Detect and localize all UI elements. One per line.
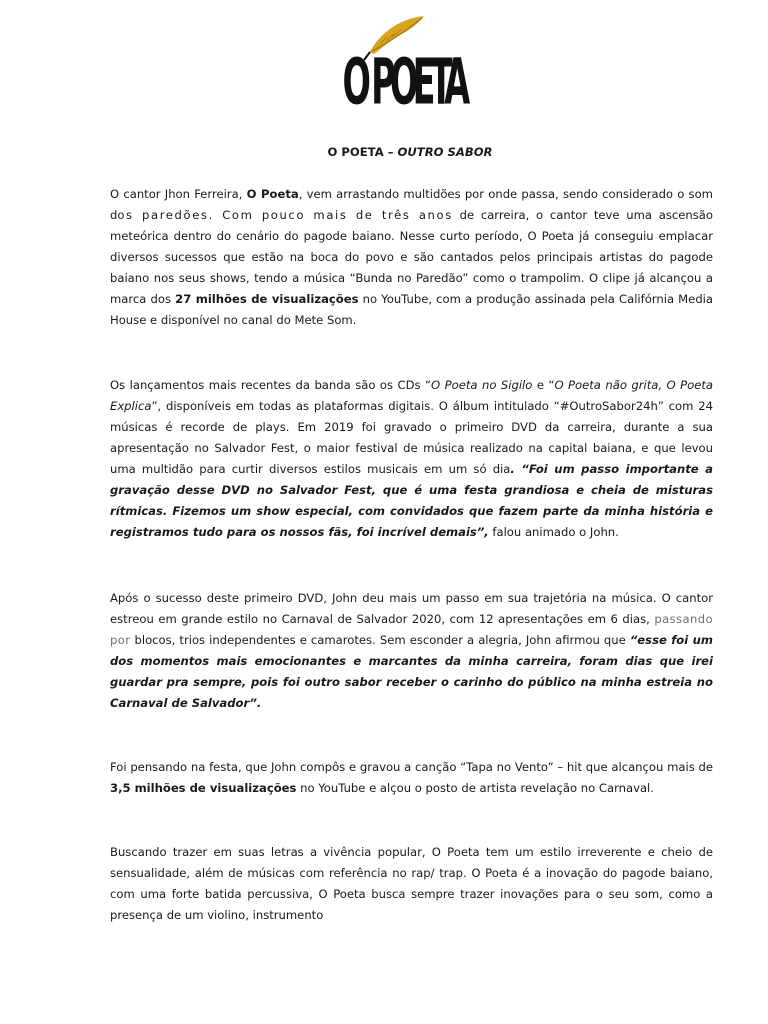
paragraph-intro: O cantor Jhon Ferreira, O Poeta, vem arrastando multidões por onde passa, sendo considerado o som dos paredões. Com pouco mais de três anos de carreira, o cantor teve uma ascensão meteórica dentro do cenário do pagode baiano. Nesse curto período, O Poeta já conseguiu emplacar diversos sucessos que estão na boca do povo e são cantados pelos principais artistas do pagode baiano nos seus shows, tendo a música “Bunda no Paredão” como o trampolim. O clipe já alcançou a marca dos 27 milhões de visualizações no YouTube, com a produção assinada pela Califórnia Media House e disponível no canal do Mete Som. [110,187,713,327]
svg-text:O POETA: O POETA [342,46,471,110]
paragraph-releases: Os lançamentos mais recentes da banda são os CDs “O Poeta no Sigilo e “O Poeta não grita, O Poeta Explica”, disponíveis em todas as plataformas digitais. O álbum intitulado “#OutroSabor24h” com 24 músicas é recorde de plays. Em 2019 foi gravado o primeiro DVD da carreira, durante a sua apresentação no Salvador Fest, o maior festival de música realizado na capital baiana, e que levou uma multidão para curtir diversos estilos musicais em um só dia. “Foi um passo importante a gravação desse DVD no Salvador Fest, que é uma festa grandiosa e cheia de misturas rítmicas. Fizemos um show especial, com convidados que fazem parte da minha história e registramos tudo para os nossos fãs, foi incrível demais”, falou animado o John. [110,378,714,539]
paragraph-style: Buscando trazer em suas letras a vivência popular, O Poeta tem um estilo irreverente e cheio de sensualidade, além de músicas com referência no rap/ trap. O Poeta é a inovação do pagode baiano, com uma forte batida percussiva, O Poeta busca sempre trazer inovações para o seu som, como a presença de um violino, instrumento [110,845,713,922]
feather-logo-icon [340,14,482,110]
paragraph-tapa-no-vento: Foi pensando na festa, que John compôs e gravou a canção “Tapa no Vento” – hit que alcançou mais de 3,5 milhões de visualizações no YouTube e alçou o posto de artista revelação no Carnaval. [110,760,713,795]
o-poeta-logo [340,14,482,110]
paragraph-carnival: Após o sucesso deste primeiro DVD, John deu mais um passo em sua trajetória na música. O cantor estreou em grande estilo no Carnaval de Salvador 2020, com 12 apresentações em 6 dias, passando por blocos, trios independentes e camarotes. Sem esconder a alegria, John afirmou que “esse foi um dos momentos mais emocionantes e marcantes da minha carreira, foram dias que irei guardar pra sempre, pois foi outro sabor receber o carinho do público na minha estreia no Carnaval de Salvador”. [110,591,713,710]
document-title: O POETA – OUTRO SABOR [327,145,493,159]
